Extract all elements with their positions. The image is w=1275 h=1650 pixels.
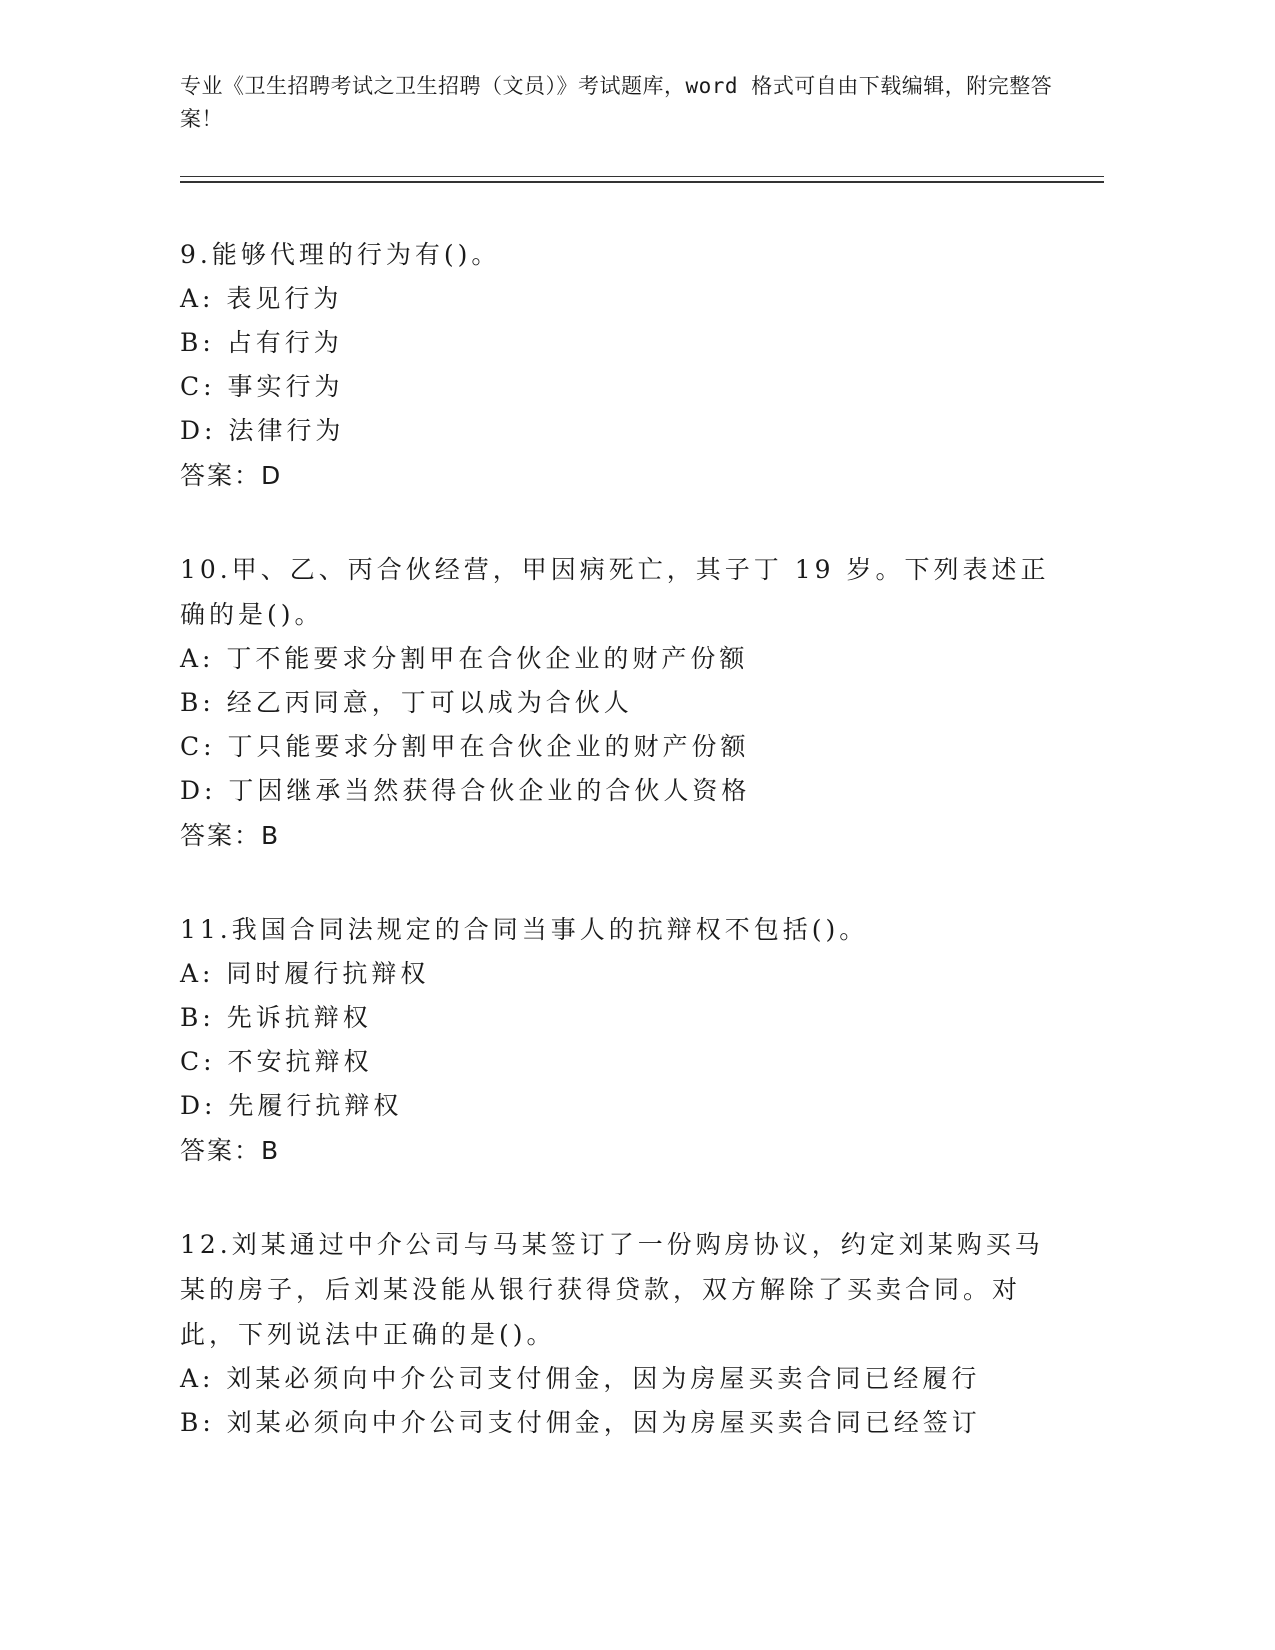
question-stem: 10.甲、乙、丙合伙经营，甲因病死亡，其子丁 19 岁。下列表述正确的是()。 [180, 555, 1050, 629]
option-a: A: 同时履行抗辩权 [180, 959, 430, 988]
option-d: D: 丁因继承当然获得合伙企业的合伙人资格 [180, 776, 751, 805]
option-a: A: 刘某必须向中介公司支付佣金，因为房屋买卖合同已经履行 [180, 1364, 981, 1393]
question-list [180, 232, 1060, 1493]
option-c: C: 不安抗辩权 [180, 1047, 373, 1076]
answer-line: 答案：B [180, 821, 281, 850]
document-header: 专业《卫生招聘考试之卫生招聘（文员）》考试题库，word 格式可自由下载编辑，附完整答案！ [180, 74, 1053, 131]
question-9 [180, 232, 1060, 499]
question-12 [180, 1222, 1060, 1445]
option-a: A: 表见行为 [180, 284, 343, 313]
option-c: C: 事实行为 [180, 372, 344, 401]
answer-line: 答案：D [180, 461, 283, 490]
header-divider-thin [180, 176, 1104, 177]
option-b: B: 经乙丙同意，丁可以成为合伙人 [180, 688, 633, 717]
answer-line: 答案：B [180, 1136, 281, 1165]
option-b: B: 占有行为 [180, 328, 343, 357]
option-d: D: 法律行为 [180, 416, 345, 445]
question-stem: 9.能够代理的行为有()。 [180, 240, 501, 269]
question-10 [180, 547, 1060, 859]
option-a: A: 丁不能要求分割甲在合伙企业的财产份额 [180, 644, 749, 673]
question-stem: 11.我国合同法规定的合同当事人的抗辩权不包括()。 [180, 915, 869, 944]
option-b: B: 刘某必须向中介公司支付佣金，因为房屋买卖合同已经签订 [180, 1408, 981, 1437]
option-c: C: 丁只能要求分割甲在合伙企业的财产份额 [180, 732, 750, 761]
option-d: D: 先履行抗辩权 [180, 1091, 403, 1120]
header-divider-thick [180, 181, 1104, 183]
option-b: B: 先诉抗辩权 [180, 1003, 372, 1032]
question-stem: 12.刘某通过中介公司与马某签订了一份购房协议，约定刘某购买马某的房子，后刘某没能从银行获得贷款，双方解除了买卖合同。对此，下列说法中正确的是()。 [180, 1230, 1044, 1349]
question-11 [180, 907, 1060, 1174]
